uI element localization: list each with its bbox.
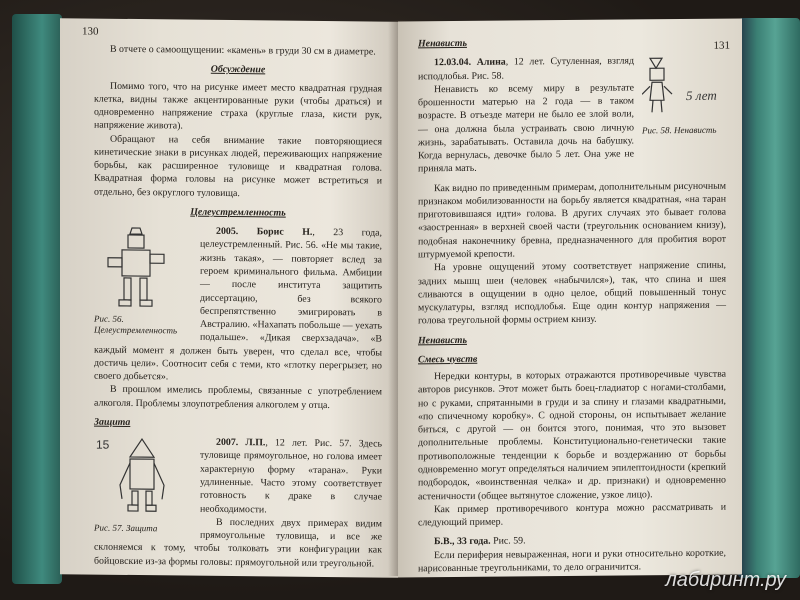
section-heading-nenavist-2: Ненависть [418, 334, 467, 346]
figure-56-drawing [94, 224, 184, 311]
entry-alina-id: 12.03.04. Алина [434, 56, 506, 69]
left-paragraph-1: В отчете о самоощущении: «камень» в груди 30 см в диаметре. [110, 43, 376, 58]
entry-2007-text: , 12 лет. Рис. 57. Здесь туловище прямоугольное, но голова имеет характерную форму «тарана». Руки удлиненные. Часто этому соответствует готовность к драке в случае необходимости. [200, 437, 382, 515]
entry-2007-id: 2007. Л.П. [216, 437, 266, 449]
right-paragraph-1: Ненависть ко всему миру в результате брошенности матерью на 2 года — в таком возрасте. В отъезде матери не было ее злой воли, — она должна была устраивать свою личную жизнь, зарабатывать. Оставила дочь на бабушку. Когда вернулась, девочке было 5 лет. Она уже не приняла мать. [418, 82, 634, 175]
section-heading-nenavist: Ненависть [418, 37, 467, 50]
book-cover-edge-left [12, 14, 62, 584]
entry-2005-id: 2005. Борис Н. [216, 226, 313, 239]
left-page [60, 18, 398, 578]
site-watermark: лабиринт.ру [665, 569, 786, 591]
figure-58-drawing [642, 54, 726, 121]
right-paragraph-5: Если периферия невыраженная, ноги и руки относительно короткие, нарисованные треугольниками, то дело ограничится. [418, 547, 726, 575]
page-number-right: 131 [713, 39, 730, 52]
figure-58-caption: Рис. 58. Ненависть [642, 124, 717, 135]
section-heading-smes: Смесь чувств [418, 353, 478, 366]
figure-56 [94, 224, 192, 335]
right-paragraph-2b: На уровне ощущений этому соответствует напряжение спины, задних мышц шеи (человек «набычился»), так, что спина и шея сливаются в ощущении в одно целое, общий повышенный тонус мускулатуры, взгляд исподлобья. Еще один контур напряжения — голова треугольной формы острием книзу. [418, 259, 726, 327]
figure-57-number: 15 [96, 437, 110, 452]
figure-57 [94, 435, 192, 540]
entry-bv-text: Рис. 59. [490, 535, 526, 547]
figure-56-caption: Рис. 56. Целеустремленность [94, 314, 178, 336]
right-paragraph-3: Нередки контуры, в которых отражаются противоречивые чувства авторов рисунков. Этот может быть боец-гладиатор с ногами-столбами, но с руками, спрятанными в груди и за спину и глазами квадратными, «по спичечному коробку». С одной стороны, он испытывает желание биться, с другой — он боится этого, понимая, что это вызовет дополнительные проблемы. Конституционально-генетически такие противоположные тенденции к борьбе и воздержанию от борьбы одновременно могут определяться наличием эпилептоидности (крепкий подбородок, «воинственная челка» и др. признаки) и одновременно астеничности (общее вытянутое сложение, узкое лицо). [418, 368, 726, 502]
right-paragraph-4: Как пример противоречивого контура можно рассматривать и следующий пример. [418, 501, 726, 529]
book-cover-edge-right [738, 18, 800, 578]
left-paragraph-3: Обращают на себя внимание такие повторяющиеся кинетические знаки в рисунках людей, переживающих напряжение борьбы, как расширенное туловище и квадратная голова. Квадратная форма головы на рисунке может встретиться и отдельно, без округлого туловища. [94, 133, 382, 199]
entry-2005-text: , 23 года, целеустремленный. Рис. 56. «Не мы такие, жизнь такая», — повторяет вслед за героем криминального фильма. Амбиции — после института защитить диссертацию, без всякого беспрепятственно эмигрировать в Австралию. «Нахапать побольше — уехать подальше». «Дикая сверхзадача». «В каждый момент я должен быть уверен, что сделал все, чтобы достичь цели». Соотносит себя с теми, кто «глотку перегрызет, но своего добьется». [94, 227, 382, 383]
figure-58-note: 5 лет [686, 87, 717, 104]
left-paragraph-5: В последних двух примерах видим прямоугольные туловища, и все же склоняемся к тому, чтобы толковать эти конфигурации как бойцовские из-за формы головы: прямоугольной или треугольной. [94, 516, 382, 570]
right-paragraph-2: Как видно по приведенным примерам, дополнительным рисуночным признаком мобилизованности на борьбу является квадратная, «на таран приготовившаяся идти» голова. В других случаях это бывает голова «заостренная» в верхней своей части (треугольник основанием книзу), подобная наконечнику бревна, предназначенного для пробития ворот штурмуемой крепости. [418, 180, 726, 261]
page-number-left: 130 [82, 25, 99, 38]
figure-58 [642, 54, 726, 151]
right-page [398, 18, 742, 577]
figure-57-drawing [94, 435, 190, 520]
section-heading-tseleustremlennost: Целеустремленность [190, 206, 286, 219]
section-heading-zashchita: Защита [94, 416, 131, 428]
left-paragraph-4: В прошлом имелись проблемы, связанные с употреблением алкоголя. Проблемы злоупотребления алкоголем у отца. [94, 384, 382, 411]
entry-bv-id: Б.В., 33 года. [434, 535, 491, 548]
left-paragraph-2: Помимо того, что на рисунке имеет место квадратная грудная клетка, видны также акцентированные руки (чтобы драться) и одновременно напряжение страха (круглые глаза, кисти рук, напряжение живота). [94, 80, 382, 132]
entry-alina-text: , 12 лет. Сутуленная, взгляд исподлобья. Рис. 58. [418, 55, 634, 82]
section-heading-obsuzhdenie: Обсуждение [210, 64, 266, 76]
figure-57-caption: Рис. 57. Защита [94, 523, 158, 534]
